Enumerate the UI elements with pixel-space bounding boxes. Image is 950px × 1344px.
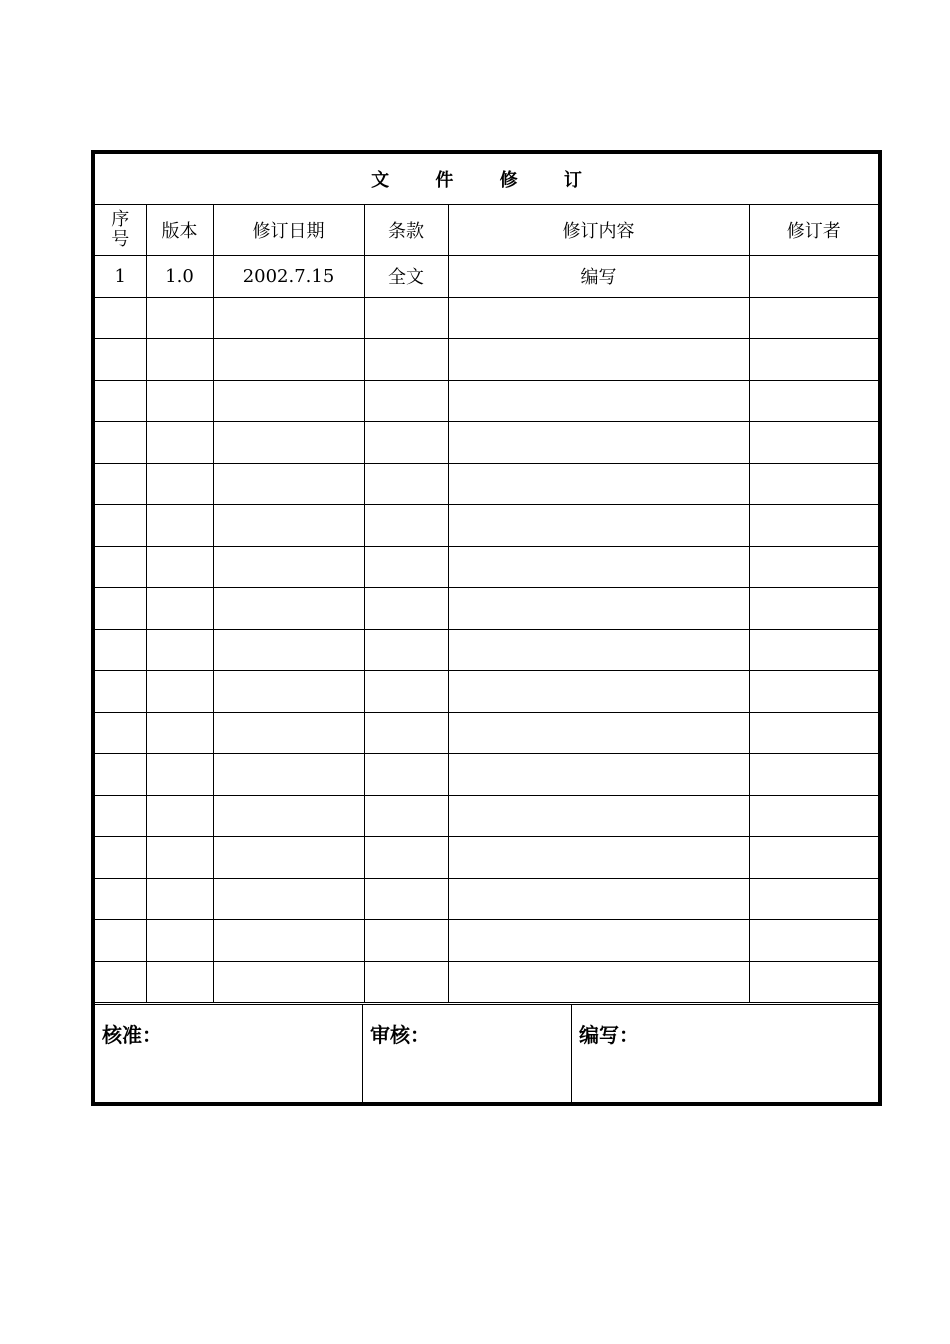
empty-cell <box>448 546 749 588</box>
signature-row <box>95 1004 878 1106</box>
empty-row <box>95 297 878 339</box>
empty-row <box>95 380 878 422</box>
empty-cell <box>749 878 878 920</box>
empty-cell <box>213 505 364 547</box>
empty-row <box>95 712 878 754</box>
header-date: 修订日期 <box>213 205 364 256</box>
empty-cell <box>95 297 146 339</box>
empty-cell <box>213 837 364 879</box>
empty-cell <box>95 795 146 837</box>
empty-cell <box>749 339 878 381</box>
empty-cell <box>749 837 878 879</box>
empty-cell <box>95 878 146 920</box>
empty-cell <box>95 629 146 671</box>
empty-cell <box>146 297 213 339</box>
empty-cell <box>749 297 878 339</box>
empty-cell <box>364 629 448 671</box>
empty-row <box>95 961 878 1003</box>
empty-cell <box>146 546 213 588</box>
empty-cell <box>448 961 749 1003</box>
empty-cell <box>749 463 878 505</box>
empty-cell <box>448 878 749 920</box>
empty-cell <box>146 339 213 381</box>
header-reviser: 修订者 <box>749 205 878 256</box>
header-seq <box>95 205 146 256</box>
empty-cell <box>749 795 878 837</box>
empty-cell <box>146 837 213 879</box>
empty-cell <box>448 795 749 837</box>
empty-cell <box>364 754 448 796</box>
empty-cell <box>146 463 213 505</box>
empty-cell <box>95 837 146 879</box>
header-seq-bottom: 号 <box>111 229 130 250</box>
empty-cell <box>213 339 364 381</box>
empty-cell <box>448 422 749 464</box>
empty-cell <box>364 671 448 713</box>
cell-date: 2002.7.15 <box>213 256 364 298</box>
empty-cell <box>213 920 364 962</box>
empty-cell <box>448 380 749 422</box>
empty-row <box>95 837 878 879</box>
cell-seq: 1 <box>95 256 146 298</box>
empty-cell <box>364 712 448 754</box>
empty-cell <box>146 795 213 837</box>
empty-cell <box>95 380 146 422</box>
empty-cell <box>146 754 213 796</box>
empty-cell <box>213 961 364 1003</box>
empty-cell <box>213 878 364 920</box>
empty-cell <box>95 961 146 1003</box>
empty-cell <box>213 671 364 713</box>
empty-cell <box>146 961 213 1003</box>
empty-cell <box>448 505 749 547</box>
empty-cell <box>364 339 448 381</box>
empty-row <box>95 754 878 796</box>
empty-cell <box>749 546 878 588</box>
form-title: 文 件 修 订 <box>95 154 878 205</box>
empty-cell <box>448 754 749 796</box>
empty-cell <box>213 422 364 464</box>
empty-cell <box>213 795 364 837</box>
empty-cell <box>448 920 749 962</box>
empty-cell <box>364 837 448 879</box>
header-row <box>95 205 878 256</box>
empty-cell <box>448 463 749 505</box>
revision-table <box>95 154 878 1003</box>
empty-cell <box>448 671 749 713</box>
empty-cell <box>146 380 213 422</box>
header-version: 版本 <box>146 205 213 256</box>
empty-row <box>95 795 878 837</box>
empty-cell <box>448 297 749 339</box>
cell-reviser <box>749 256 878 298</box>
empty-cell <box>146 712 213 754</box>
empty-row <box>95 422 878 464</box>
revision-form <box>91 150 882 1106</box>
empty-cell <box>146 422 213 464</box>
empty-cell <box>448 588 749 630</box>
empty-cell <box>95 712 146 754</box>
empty-cell <box>213 463 364 505</box>
approve-label: 核准： <box>95 1005 363 1106</box>
empty-cell <box>749 629 878 671</box>
empty-cell <box>364 920 448 962</box>
table-row <box>95 256 878 298</box>
empty-cell <box>213 546 364 588</box>
cell-content: 编写 <box>448 256 749 298</box>
header-seq-top: 序 <box>111 209 130 230</box>
empty-cell <box>448 339 749 381</box>
empty-cell <box>749 754 878 796</box>
empty-cell <box>364 463 448 505</box>
empty-cell <box>95 463 146 505</box>
empty-cell <box>749 920 878 962</box>
empty-cell <box>95 505 146 547</box>
cell-clause: 全文 <box>364 256 448 298</box>
header-content: 修订内容 <box>448 205 749 256</box>
empty-row <box>95 546 878 588</box>
empty-row <box>95 505 878 547</box>
empty-cell <box>146 588 213 630</box>
empty-cell <box>364 878 448 920</box>
empty-row <box>95 339 878 381</box>
empty-cell <box>95 588 146 630</box>
empty-cell <box>95 754 146 796</box>
header-clause: 条款 <box>364 205 448 256</box>
empty-cell <box>146 878 213 920</box>
empty-cell <box>213 754 364 796</box>
empty-cell <box>448 837 749 879</box>
empty-row <box>95 629 878 671</box>
empty-row <box>95 463 878 505</box>
empty-row <box>95 878 878 920</box>
empty-cell <box>364 505 448 547</box>
empty-cell <box>95 546 146 588</box>
empty-cell <box>749 588 878 630</box>
empty-cell <box>213 629 364 671</box>
cell-version: 1.0 <box>146 256 213 298</box>
empty-cell <box>364 795 448 837</box>
empty-cell <box>749 505 878 547</box>
empty-cell <box>749 712 878 754</box>
empty-cell <box>146 629 213 671</box>
empty-cell <box>95 339 146 381</box>
review-label: 审核： <box>363 1005 572 1106</box>
empty-cell <box>95 671 146 713</box>
empty-cell <box>95 920 146 962</box>
author-label: 编写： <box>579 1023 639 1047</box>
empty-cell <box>213 297 364 339</box>
empty-cell <box>448 629 749 671</box>
empty-cell <box>364 546 448 588</box>
empty-cell <box>749 671 878 713</box>
empty-cell <box>749 961 878 1003</box>
empty-cell <box>146 920 213 962</box>
empty-row <box>95 671 878 713</box>
empty-cell <box>749 422 878 464</box>
empty-cell <box>364 297 448 339</box>
empty-cell <box>364 380 448 422</box>
empty-cell <box>448 712 749 754</box>
empty-cell <box>213 588 364 630</box>
empty-row <box>95 588 878 630</box>
empty-row <box>95 920 878 962</box>
empty-cell <box>146 671 213 713</box>
empty-cell <box>364 588 448 630</box>
empty-cell <box>213 380 364 422</box>
empty-cell <box>213 712 364 754</box>
empty-cell <box>364 422 448 464</box>
empty-cell <box>95 422 146 464</box>
empty-cell <box>749 380 878 422</box>
empty-cell <box>146 505 213 547</box>
empty-cell <box>364 961 448 1003</box>
